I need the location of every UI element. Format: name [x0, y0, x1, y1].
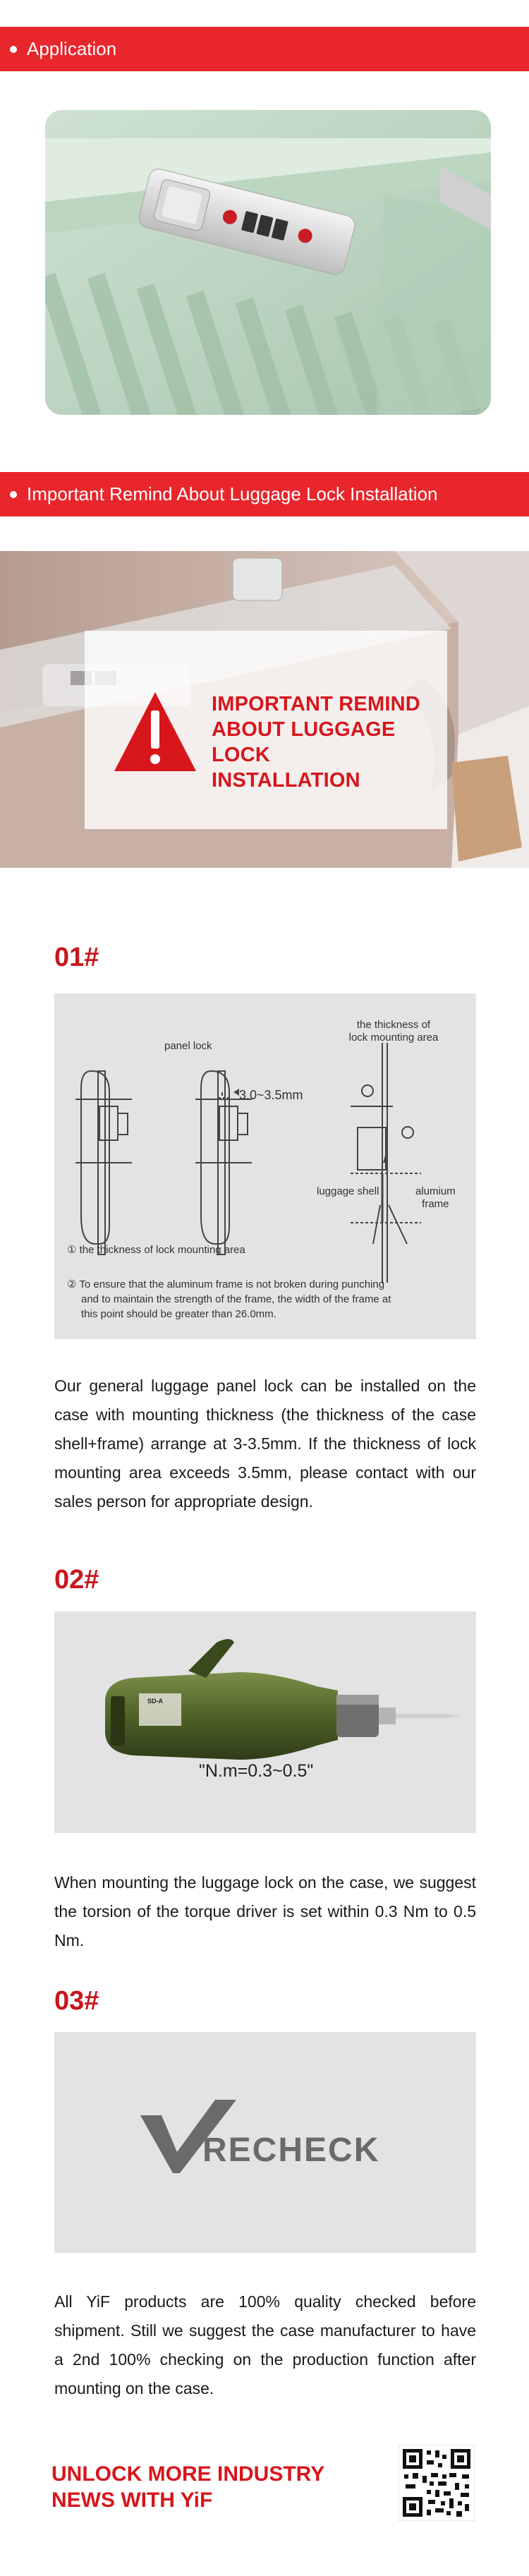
footer-title: UNLOCK MORE INDUSTRY NEWS WITH YiF [51, 2462, 325, 2512]
remind-heading: IMPORTANT REMIND ABOUT LUGGAGE LOCK INSTALLATION [212, 693, 420, 792]
recheck-label: RECHECK [202, 2131, 380, 2169]
note-2: ② To ensure that the aluminum frame is not broken during punching and to maintain the strength of the frame, the width of the frame at this point should be greater than 26.0mm. [67, 1278, 391, 1320]
label-luggage-shell: luggage shell [317, 1185, 379, 1197]
note-1: ① the thickness of lock mounting area [67, 1244, 245, 1256]
label-measure: 3.0~3.5mm [239, 1088, 303, 1102]
step-01-text: Our general luggage panel lock can be installed on the case with mounting thickness (the thickness of the case shell+frame) arrange at 3-3.5mm. If the thickness of lock mounting area exceeds 3.5mm, please contact with our sales person for appropriate design. [54, 1377, 476, 1511]
step-03-text: All YiF products are 100% quality checked before shipment. Still we suggest the case manufacturer to have a 2nd 100% checking on the production function after mounting on the case. [54, 2292, 476, 2397]
recheck-panel [54, 2032, 476, 2253]
section-title: Important Remind About Luggage Lock Installation [27, 483, 438, 504]
step-number-03: 03# [54, 1986, 99, 2016]
tool-label: SD-A [147, 1698, 163, 1705]
mounting-thickness-diagram [54, 993, 476, 1339]
torque-driver-diagram [54, 1611, 476, 1833]
label-aluminum-frame: alumium frame [415, 1185, 456, 1210]
bullet-dot-icon [10, 491, 17, 498]
section-title: Application [27, 38, 117, 59]
step-number-01: 01# [54, 943, 99, 972]
label-thickness-title: the thickness of lock mounting area [348, 1019, 439, 1044]
section-bar-application [0, 27, 529, 71]
application-photo [45, 110, 491, 415]
step-number-02: 02# [54, 1565, 99, 1595]
step-02-text: When mounting the luggage lock on the case, we suggest the torsion of the torque driver is set within 0.3 Nm to 0.5 Nm. [54, 1873, 476, 1949]
section-bar-remind [0, 472, 529, 516]
bullet-dot-icon [10, 46, 17, 53]
qr-code-icon[interactable] [399, 2445, 475, 2521]
torque-value-label: "N.m=0.3~0.5" [199, 1761, 314, 1781]
label-panel-lock: panel lock [164, 1040, 212, 1052]
